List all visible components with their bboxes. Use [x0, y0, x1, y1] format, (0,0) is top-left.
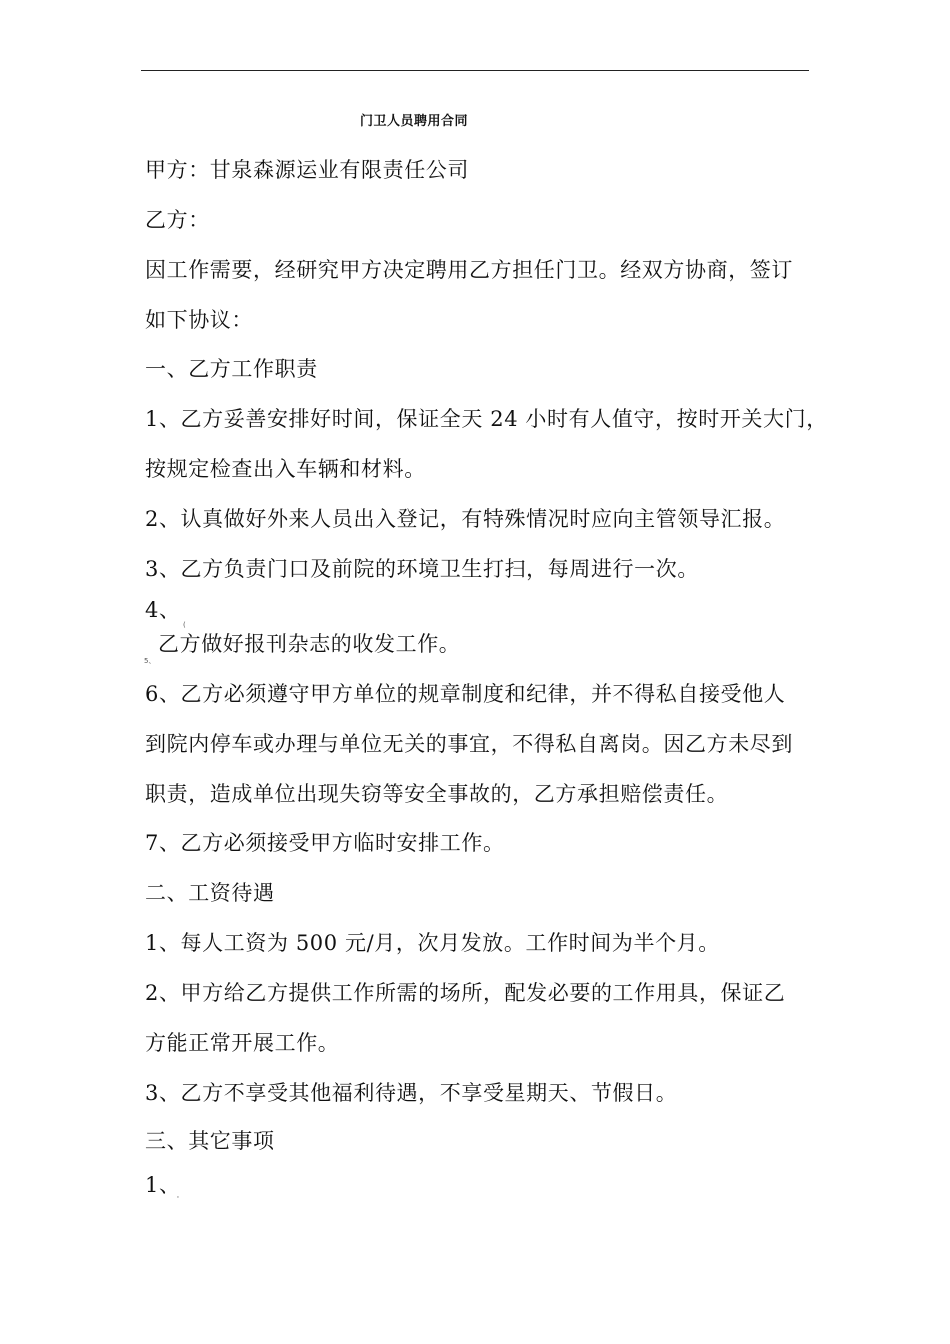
- duty-item-6-line-3: 职责，造成单位出现失窃等安全事故的，乙方承担赔偿责任。: [145, 782, 729, 806]
- duty-item-2: 2、认真做好外来人员出入登记，有特殊情况时应向主管领导汇报。: [145, 507, 786, 531]
- stray-mark-number-5: 5、: [144, 657, 156, 665]
- section-heading-wages: 二、工资待遇: [145, 881, 275, 905]
- wage-item-1: 1、每人工资为 500 元/月，次月发放。工作时间为半个月。: [145, 931, 720, 955]
- section-heading-other: 三、其它事项: [145, 1129, 275, 1153]
- duty-item-6-line-2: 到院内停车或办理与单位无关的事宜，不得私自离岗。因乙方未尽到: [145, 732, 793, 756]
- intro-paragraph-line-1: 因工作需要，经研究甲方决定聘用乙方担任门卫。经双方协商，签订: [145, 258, 793, 282]
- duty-item-6-line-1: 6、乙方必须遵守甲方单位的规章制度和纪律，并不得私自接受他人: [145, 682, 786, 706]
- wage-item-2-line-2: 方能正常开展工作。: [145, 1031, 340, 1055]
- document-title: 门卫人员聘用合同: [360, 114, 469, 129]
- stray-mark-tick: ': [177, 1195, 179, 1203]
- duty-item-1-line-2: 按规定检查出入车辆和材料。: [145, 457, 426, 481]
- duty-item-3: 3、乙方负责门口及前院的环境卫生打扫，每周进行一次。: [145, 557, 699, 581]
- duty-item-1-line-1: 1、乙方妥善安排好时间，保证全天 24 小时有人值守，按时开关大门，: [145, 407, 828, 431]
- duty-item-5: 乙方做好报刊杂志的收发工作。: [158, 632, 461, 656]
- party-b-line: 乙方：: [145, 208, 210, 232]
- party-a-line: 甲方：甘泉森源运业有限责任公司: [145, 158, 469, 182]
- wage-item-3: 3、乙方不享受其他福利待遇，不享受星期天、节假日。: [145, 1081, 678, 1105]
- wage-item-2-line-1: 2、甲方给乙方提供工作所需的场所，配发必要的工作用具，保证乙: [145, 981, 786, 1005]
- section-heading-duties: 一、乙方工作职责: [145, 357, 318, 381]
- intro-paragraph-line-2: 如下协议：: [145, 308, 253, 332]
- header-rule: [141, 70, 809, 71]
- duty-item-4-number: 4、: [145, 598, 181, 622]
- other-item-1-number: 1、: [145, 1173, 181, 1197]
- stray-mark-paren: (: [183, 621, 186, 629]
- duty-item-7: 7、乙方必须接受甲方临时安排工作。: [145, 831, 505, 855]
